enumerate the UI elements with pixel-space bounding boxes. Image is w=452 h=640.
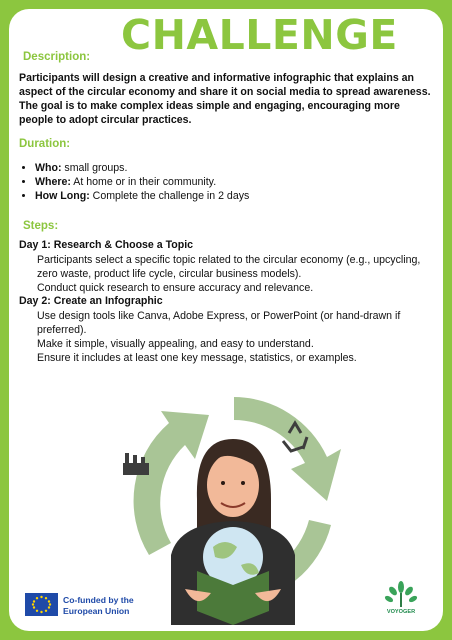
leaf-icon [379, 575, 423, 609]
duration-key: Where: [35, 176, 71, 188]
voyoger-logo-text: VOYOGER [386, 609, 416, 615]
duration-list [13, 161, 249, 203]
duration-label: Duration: [19, 138, 71, 150]
day2-line: Make it simple, visually appealing, and easy to understand. [37, 338, 314, 350]
day2-line: Ensure it includes at least one key message, statistics, or examples. [37, 352, 357, 364]
duration-key: Who: [35, 162, 62, 174]
duration-key: How Long: [35, 190, 90, 202]
eu-funding-text: Co-funded by the European Union [63, 595, 134, 616]
day2-heading: Day 2: Create an Infographic [19, 295, 163, 307]
voyoger-logo [379, 575, 423, 625]
circular-economy-illustration [109, 375, 359, 625]
description-label: Description: [23, 51, 91, 63]
duration-item [35, 175, 249, 189]
page-title: CHALLENGE [121, 11, 398, 59]
duration-value: At home or in their community. [70, 176, 217, 188]
description-text: Participants will design a creative and informative infographic that explains an aspect of the circular economy and share it on social media to spread awareness. The goal is to make complex ideas simple and engaging, encouraging more people to adopt circular practices. [19, 72, 431, 126]
day2-line: Use design tools like Canva, Adobe Express, or PowerPoint (or hand-drawn if preferred). [37, 310, 401, 336]
steps-label: Steps: [23, 220, 59, 232]
duration-item [35, 189, 249, 203]
eu-flag-icon [25, 593, 58, 616]
challenge-card [9, 9, 443, 631]
girl-with-globe-icon [171, 439, 295, 625]
duration-item [35, 161, 249, 175]
duration-value: Complete the challenge in 2 days [89, 190, 250, 202]
day1-line: Participants select a specific topic related to the circular economy (e.g., upcycling, zero waste, product life cycle, circular business models). [37, 254, 421, 280]
day1-heading: Day 1: Research & Choose a Topic [19, 239, 194, 251]
day1-line: Conduct quick research to ensure accuracy and relevance. [37, 282, 314, 294]
duration-value: small groups. [61, 162, 128, 174]
